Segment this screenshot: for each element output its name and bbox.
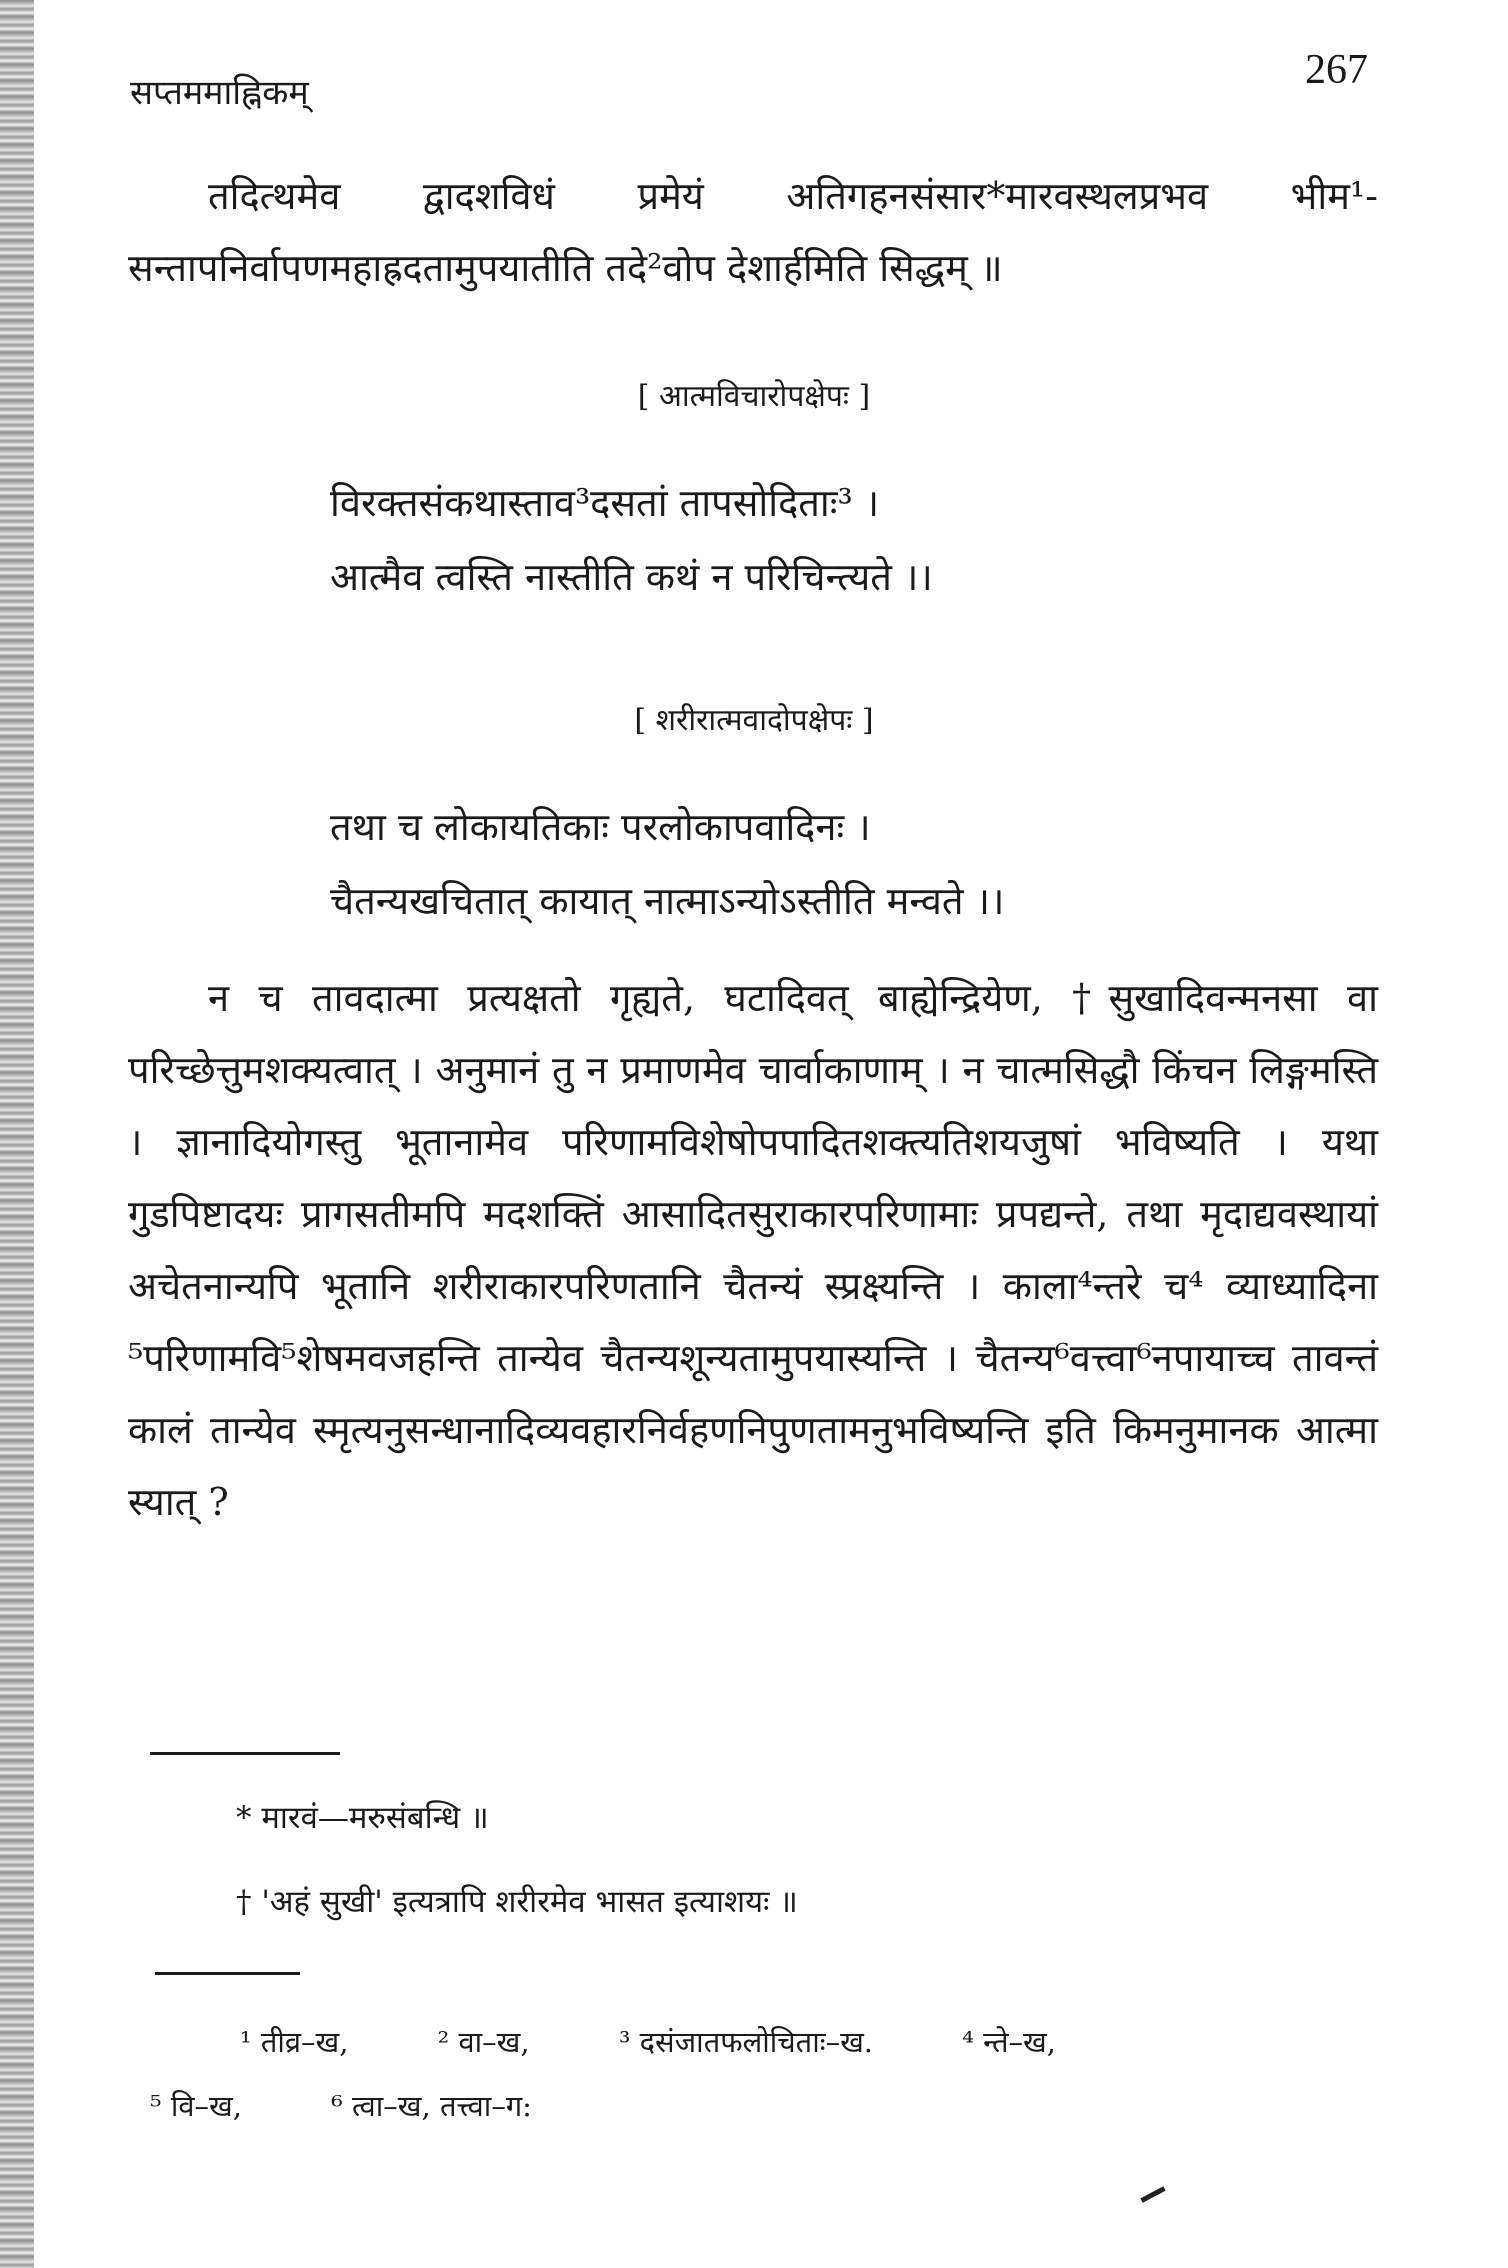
variant-note: ² वा–ख, (437, 2025, 530, 2059)
ink-mark (1140, 2186, 1165, 2203)
variant-separator (155, 1972, 300, 1975)
verse-atma-vichara (330, 466, 1330, 614)
verse-line: विरक्तसंकथास्ताव³दसतां तापसोदिताः³ । (330, 481, 880, 525)
variant-note: ¹ तीव्र–ख, (240, 2025, 349, 2059)
page-number: 267 (1305, 47, 1368, 93)
opening-paragraph: तदित्थमेव द्वादशविधं प्रमेयं अतिगहनसंसार*मारवस्थलप्रभव भीम¹-सन्तापनिर्वापणमहाह्रदतामुपयातीति तदे²वोप देशार्हमिति सिद्धम् ॥ (128, 174, 1378, 290)
section-heading-sharira-atmavada: [ शरीरात्मवादोपक्षेपः ] (634, 703, 874, 738)
verse-line: तथा च लोकायतिकाः परलोकापवादिनः । (330, 805, 871, 849)
main-paragraph: न च तावदात्मा प्रत्यक्षतो गृह्यते, घटादिवत् बाह्येन्द्रियेण, †सुखादिवन्मनसा वा परिच्छेत्तुमशक्यत्वात् । अनुमानं तु न प्रमाणमेव चार्वाकाणाम् । न चात्मसिद्धौ किंचन लिङ्गमस्ति । ज्ञानादियोगस्तु भूतानामेव परिणामविशेषोपपादितशक्त्यतिशयजुषां भविष्यति । यथा गुडपिष्टादयः प्रागसतीमपि मदशक्तिं आसादितसुराकारपरिणामाः प्रपद्यन्ते, तथा मृदाद्यवस्थायां अचेतनान्यपि भूतानि शरीराकारपरिणतानि चैतन्यं स्प्रक्ष्यन्ति । काला⁴न्तरे च⁴ व्याध्यादिना ⁵परिणामवि⁵शेषमवजहन्ति तान्येव चैतन्यशून्यतामुपयास्यन्ति । चैतन्य⁶वत्त्वा⁶नपायाच्च तावन्तं कालं तान्येव स्मृत्यनुसन्धानादिव्यवहारनिर्वहणनिपुणतामनुभविष्यन्ति इति किमनुमानक आत्मा स्यात् ? (128, 976, 1378, 1524)
footnote-dagger: † 'अहं सुखी' इत्यत्रापि शरीरमेव भासत इत्याशयः ॥ (236, 1884, 798, 1920)
variant-note: ⁵ वि–ख, (150, 2089, 242, 2123)
variant-note: ³ दसंजातफलोचिताः–ख. (618, 2025, 874, 2059)
running-title: सप्तममाह्निकम् (130, 73, 309, 113)
variant-footnotes-row-1 (240, 2022, 1136, 2061)
section-heading-atma-vichara: [ आत्मविचारोपक्षेपः ] (637, 379, 871, 414)
variant-footnotes-row-2 (150, 2086, 612, 2125)
variant-note: ⁶ त्वा–ख, तत्त्वा–ग: (331, 2089, 532, 2123)
verse-line: चैतन्यखचितात् कायात् नात्माऽन्योऽस्तीति मन्वते ।। (330, 879, 1005, 923)
variant-note: ⁴ न्ते–ख, (962, 2025, 1056, 2059)
verse-sharira-atmavada (330, 790, 1330, 938)
footnote-star: * मारवं—मरुसंबन्धि ॥ (236, 1800, 489, 1836)
footnote-separator (150, 1752, 340, 1755)
verse-line: आत्मैव त्वस्ति नास्तीति कथं न परिचिन्त्यते ।। (330, 555, 933, 599)
